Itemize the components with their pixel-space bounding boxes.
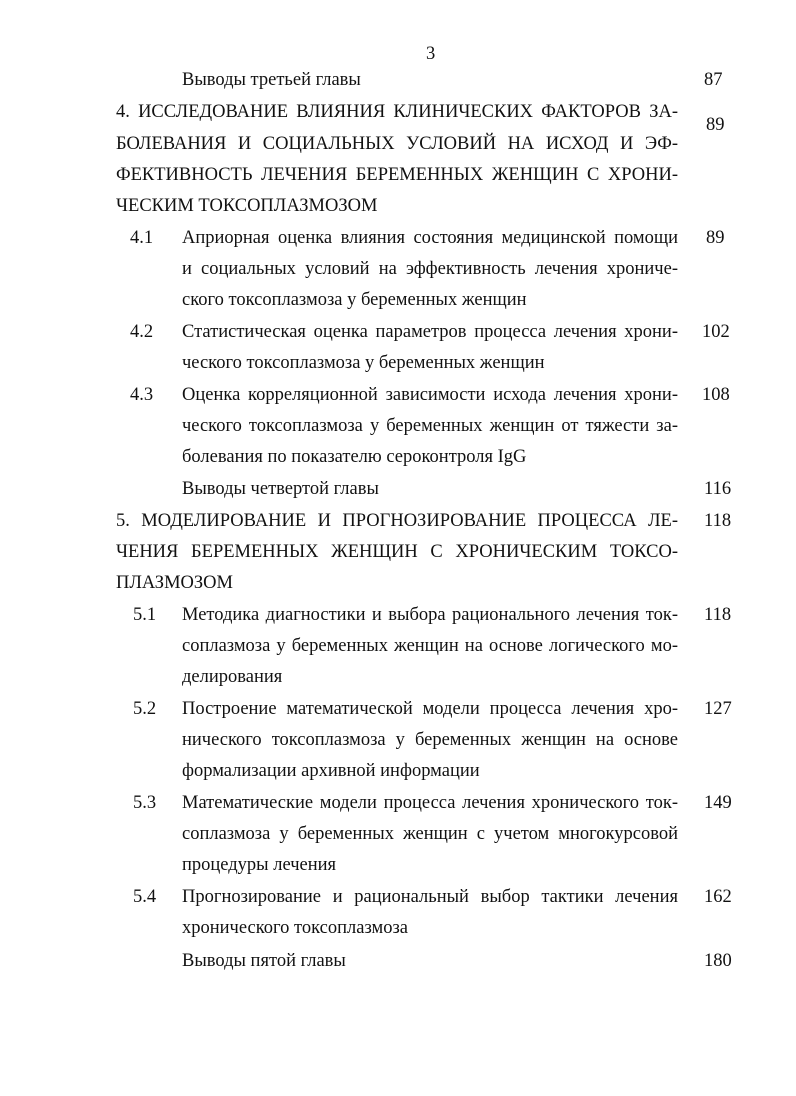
toc-section-title-line: ческого токсоплазмоза у беременных женщин <box>182 353 545 373</box>
toc-entry-page: 116 <box>704 479 732 499</box>
toc-section-title-line: Статистическая оценка параметров процесса лечения хрони- <box>182 322 678 342</box>
toc-entry-title: Выводы четвертой главы <box>182 479 379 499</box>
toc-entry-page: 118 <box>704 511 732 531</box>
toc-section-title-line: Оценка корреляционной зависимости исхода лечения хрони- <box>182 385 678 405</box>
toc-chapter-title-line: ФЕКТИВНОСТЬ ЛЕЧЕНИЯ БЕРЕМЕННЫХ ЖЕНЩИН С ХРОНИ- <box>116 165 678 185</box>
toc-section-title-line: делирования <box>182 667 283 687</box>
toc-section-title-line: Математические модели процесса лечения хронического ток- <box>182 793 678 813</box>
toc-section-title-line: ского токсоплазмоза у беременных женщин <box>182 290 527 310</box>
toc-entry-page: 87 <box>704 70 723 90</box>
toc-section-title-line: соплазмоза у беременных женщин на основе логического мо- <box>182 636 678 656</box>
toc-section-number: 5.4 <box>133 887 157 907</box>
toc-section-title-line: Прогнозирование и рациональный выбор тактики лечения <box>182 887 678 907</box>
toc-section-number: 5.1 <box>133 605 157 625</box>
toc-section-title-line: болевания по показателю сероконтроля IgG <box>182 447 527 467</box>
toc-section-title-line: Методика диагностики и выбора рационального лечения ток- <box>182 605 678 625</box>
toc-chapter-title-line: 4. ИССЛЕДОВАНИЕ ВЛИЯНИЯ КЛИНИЧЕСКИХ ФАКТОРОВ ЗА- <box>116 102 678 122</box>
toc-entry-page: 127 <box>704 699 732 719</box>
toc-section-title-line: нического токсоплазмоза у беременных женщин на основе <box>182 730 678 750</box>
toc-entry-page: 102 <box>702 322 730 342</box>
toc-entry-title: Выводы третьей главы <box>182 70 361 90</box>
toc-chapter-title-line: 5. МОДЕЛИРОВАНИЕ И ПРОГНОЗИРОВАНИЕ ПРОЦЕССА ЛЕ- <box>116 511 678 531</box>
toc-section-number: 4.2 <box>130 322 154 342</box>
toc-section-number: 5.2 <box>133 699 157 719</box>
toc-chapter-title-line: БОЛЕВАНИЯ И СОЦИАЛЬНЫХ УСЛОВИЙ НА ИСХОД И ЭФ- <box>116 134 678 154</box>
toc-section-number: 5.3 <box>133 793 157 813</box>
toc-entry-page: 162 <box>704 887 732 907</box>
toc-entry-page: 180 <box>704 951 732 971</box>
toc-chapter-title-line: ЧЕНИЯ БЕРЕМЕННЫХ ЖЕНЩИН С ХРОНИЧЕСКИМ ТОКСО- <box>116 542 678 562</box>
toc-section-title-line: Априорная оценка влияния состояния медицинской помощи <box>182 228 678 248</box>
toc-entry-page: 118 <box>704 605 732 625</box>
toc-chapter-title-line: ПЛАЗМОЗОМ <box>116 573 233 593</box>
page-number: 3 <box>426 44 436 64</box>
toc-section-title-line: хронического токсоплазмоза <box>182 918 408 938</box>
toc-section-number: 4.1 <box>130 228 154 248</box>
toc-section-title-line: и социальных условий на эффективность лечения хрониче- <box>182 259 678 279</box>
toc-section-number: 4.3 <box>130 385 154 405</box>
toc-section-title-line: Построение математической модели процесса лечения хро- <box>182 699 678 719</box>
toc-entry-page: 108 <box>702 385 730 405</box>
toc-entry-page: 89 <box>706 115 725 135</box>
toc-section-title-line: ческого токсоплазмоза у беременных женщин от тяжести за- <box>182 416 678 436</box>
toc-section-title-line: формализации архивной информации <box>182 761 480 781</box>
toc-entry-title: Выводы пятой главы <box>182 951 346 971</box>
toc-entry-page: 149 <box>704 793 732 813</box>
toc-section-title-line: процедуры лечения <box>182 855 337 875</box>
toc-entry-page: 89 <box>706 228 725 248</box>
toc-chapter-title-line: ЧЕСКИМ ТОКСОПЛАЗМОЗОМ <box>116 196 378 216</box>
toc-section-title-line: соплазмоза у беременных женщин с учетом многокурсовой <box>182 824 678 844</box>
